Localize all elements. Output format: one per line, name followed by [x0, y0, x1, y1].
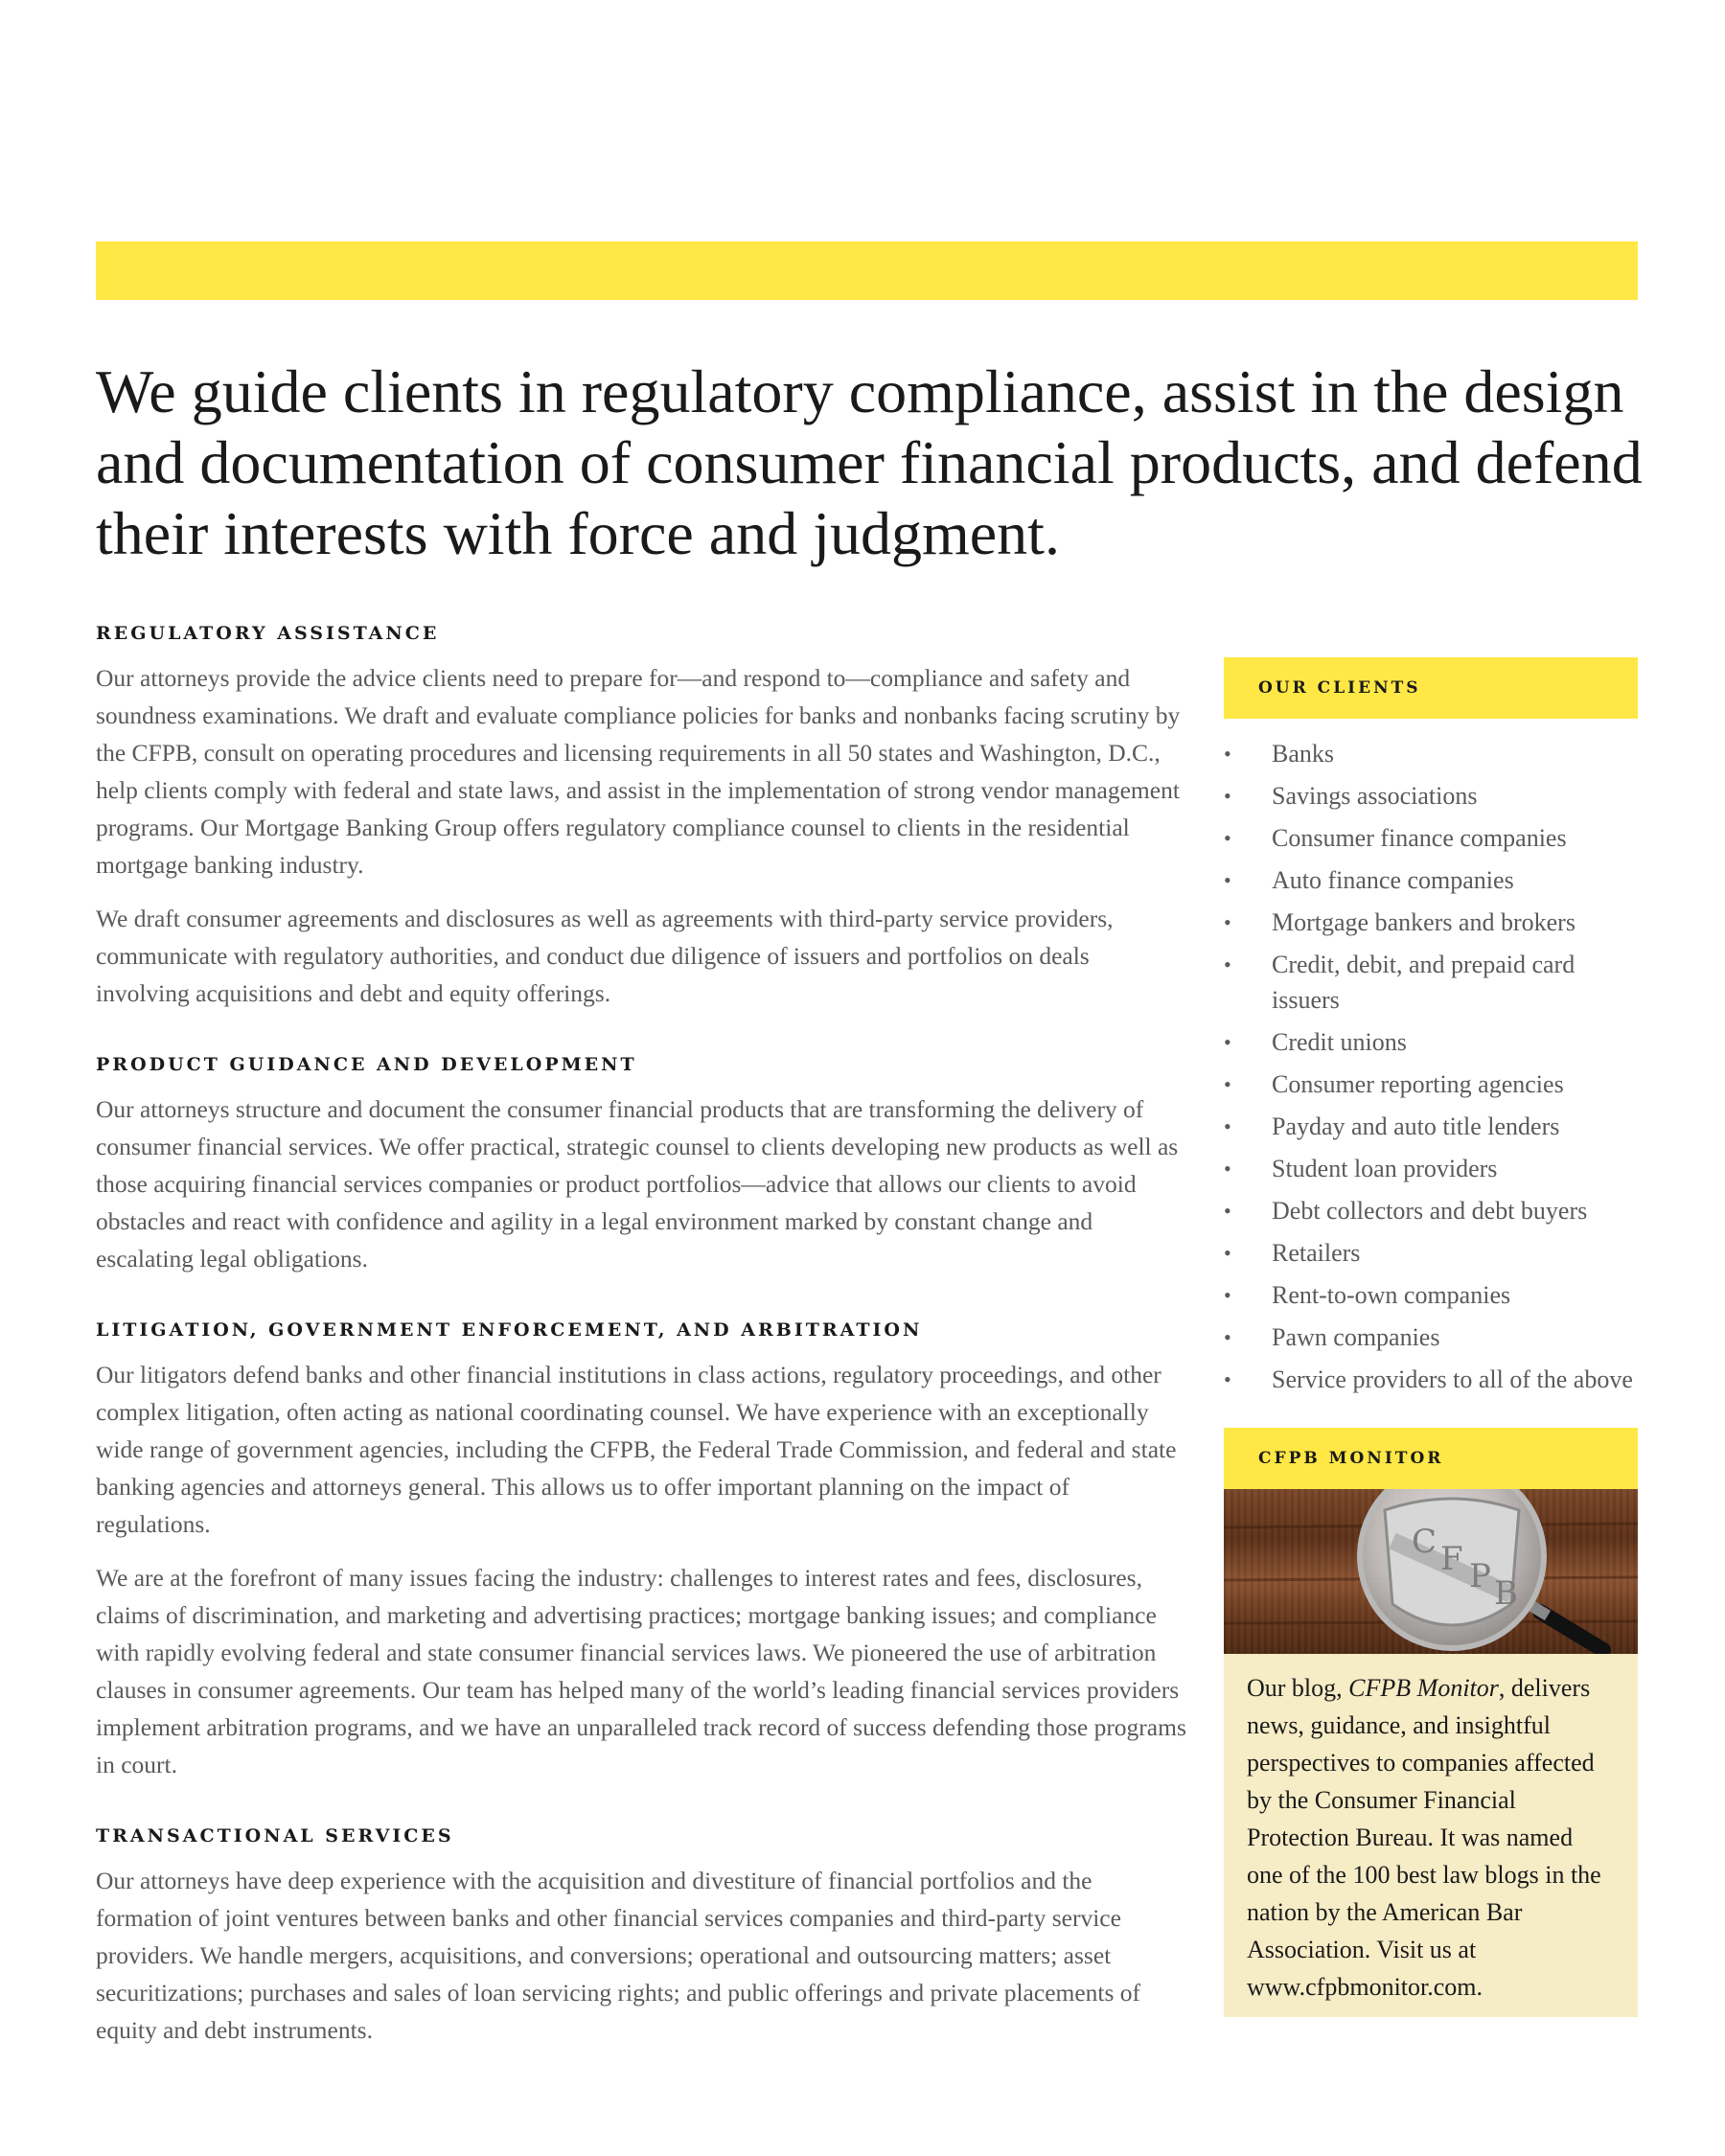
- section-paragraph: Our attorneys structure and document the consumer financial products that are transforming the delivery of consumer financial services. We offer practical, strategic counsel to clients developing new products as well as those acquiring financial services companies or product portfolios—advice that allows our clients to avoid obstacles and react with confidence and agility in a legal environment marked by constant change and escalating legal obligations.: [96, 1095, 1179, 1273]
- magnifying-glass-badge-image: [1224, 1489, 1638, 1654]
- section-paragraph: Our litigators defend banks and other financial institutions in class actions, regulatory proceedings, and other complex litigation, often acting as national coordinating counsel. We have experience with an exceptionally wide range of government agencies, including the CFPB, the Federal Trade Commission, and federal and state banking agencies and attorneys general. This allows us to offer important planning on the impact of regulations.: [96, 1361, 1177, 1538]
- cfpb-monitor-title: CFPB MONITOR: [1258, 1449, 1444, 1468]
- list-item: • Debt collectors and debt buyers: [1224, 1193, 1638, 1228]
- list-item: • Pawn companies: [1224, 1319, 1638, 1355]
- page-headline: We guide clients in regulatory compliance, assist in the design and documentation of consumer financial products, and defend their interests with force and judgment.: [96, 357, 1643, 567]
- cfpb-monitor-header: [1224, 1428, 1638, 1489]
- section-paragraph: Our attorneys provide the advice clients need to prepare for—and respond to—compliance and safety and soundness examinations. We draft and evaluate compliance policies for banks and nonbanks facing scrutiny by the CFPB, consult on operating procedures and licensing requirements in all 50 states and Washington, D.C., help clients comply with federal and state laws, and assist in the implementation of strong vendor management programs. Our Mortgage Banking Group offers regulatory compliance counsel to clients in the residential mortgage banking industry.: [96, 664, 1181, 879]
- our-clients-title: OUR CLIENTS: [1258, 678, 1421, 698]
- bullet-icon: •: [1224, 1367, 1231, 1391]
- list-item: • Credit, debit, and prepaid card issuers: [1224, 947, 1638, 1018]
- list-item: • Service providers to all of the above: [1224, 1362, 1638, 1397]
- list-item: • Payday and auto title lenders: [1224, 1109, 1638, 1144]
- bullet-icon: •: [1224, 868, 1231, 892]
- bullet-icon: •: [1224, 742, 1231, 766]
- top-accent-bar: [96, 241, 1638, 300]
- list-item: • Student loan providers: [1224, 1151, 1638, 1186]
- bullet-icon: •: [1224, 784, 1231, 808]
- cfpb-monitor-description: Our blog, CFPB Monitor, delivers news, guidance, and insightful perspectives to companies affected by the Consumer Financial Protection Bureau. It was named one of the 100 best law blogs in the nation by the American Bar Association. Visit us at www.cfpbmonitor.com.: [1224, 1654, 1638, 2017]
- list-item: • Savings associations: [1224, 778, 1638, 814]
- list-item: • Auto finance companies: [1224, 862, 1638, 898]
- bullet-icon: •: [1224, 1072, 1231, 1096]
- list-item: • Consumer finance companies: [1224, 820, 1638, 856]
- list-item: • Retailers: [1224, 1235, 1638, 1271]
- bullet-icon: •: [1224, 1199, 1231, 1223]
- section-paragraph: Our attorneys have deep experience with the acquisition and divestiture of financial portfolios and the formation of joint ventures between banks and other financial services companies and third-party service providers. We handle mergers, acquisitions, and conversions; operational and outsourcing matters; asset securitizations; purchases and sales of loan servicing rights; and public offerings and private placements of equity and debt instruments.: [96, 1867, 1141, 2044]
- badge-letter: F: [1440, 1540, 1463, 1578]
- bullet-icon: •: [1224, 1157, 1231, 1181]
- main-column: [96, 623, 1188, 2065]
- section-paragraph: We are at the forefront of many issues facing the industry: challenges to interest rates and fees, disclosures, claims of discrimination, and marketing and advertising practices; mortgage banking issues; and compliance with rapidly evolving federal and state consumer financial services laws. We pioneered the use of arbitration clauses in consumer agreements. Our team has helped many of the world’s leading financial services providers implement arbitration programs, and we have an unparalleled track record of success defending those programs in court.: [96, 1564, 1186, 1778]
- section-heading-litigation: LITIGATION, GOVERNMENT ENFORCEMENT, AND ARBITRATION: [96, 1319, 923, 1341]
- bullet-icon: •: [1224, 1030, 1231, 1054]
- our-clients-header: [1224, 657, 1638, 719]
- shield-badge-icon: [1385, 1499, 1519, 1625]
- section-heading-transactional: TRANSACTIONAL SERVICES: [96, 1825, 454, 1846]
- section-heading-regulatory: REGULATORY ASSISTANCE: [96, 623, 440, 644]
- section-heading-product: PRODUCT GUIDANCE AND DEVELOPMENT: [96, 1054, 637, 1075]
- list-item: • Mortgage bankers and brokers: [1224, 905, 1638, 940]
- list-item: • Credit unions: [1224, 1024, 1638, 1060]
- badge-letter: P: [1469, 1557, 1491, 1595]
- magnifier-illustration: [1224, 1489, 1638, 1654]
- badge-letter: B: [1494, 1574, 1518, 1613]
- bullet-icon: •: [1224, 1283, 1231, 1307]
- bullet-icon: •: [1224, 952, 1231, 976]
- list-item: • Rent-to-own companies: [1224, 1277, 1638, 1313]
- bullet-icon: •: [1224, 1114, 1231, 1138]
- bullet-icon: •: [1224, 910, 1231, 934]
- badge-letter: C: [1412, 1523, 1438, 1561]
- section-paragraph: We draft consumer agreements and disclosures as well as agreements with third-party service providers, communicate with regulatory authorities, and conduct due diligence of issuers and portfolios on deals involving acquisitions and debt and equity offerings.: [96, 905, 1114, 1007]
- bullet-icon: •: [1224, 1241, 1231, 1265]
- list-item: • Banks: [1224, 736, 1638, 771]
- bullet-icon: •: [1224, 1325, 1231, 1349]
- sidebar: [1224, 657, 1638, 2017]
- list-item: • Consumer reporting agencies: [1224, 1067, 1638, 1102]
- client-list: [1224, 736, 1638, 1397]
- bullet-icon: •: [1224, 826, 1231, 850]
- blog-name: CFPB Monitor: [1348, 1674, 1499, 1702]
